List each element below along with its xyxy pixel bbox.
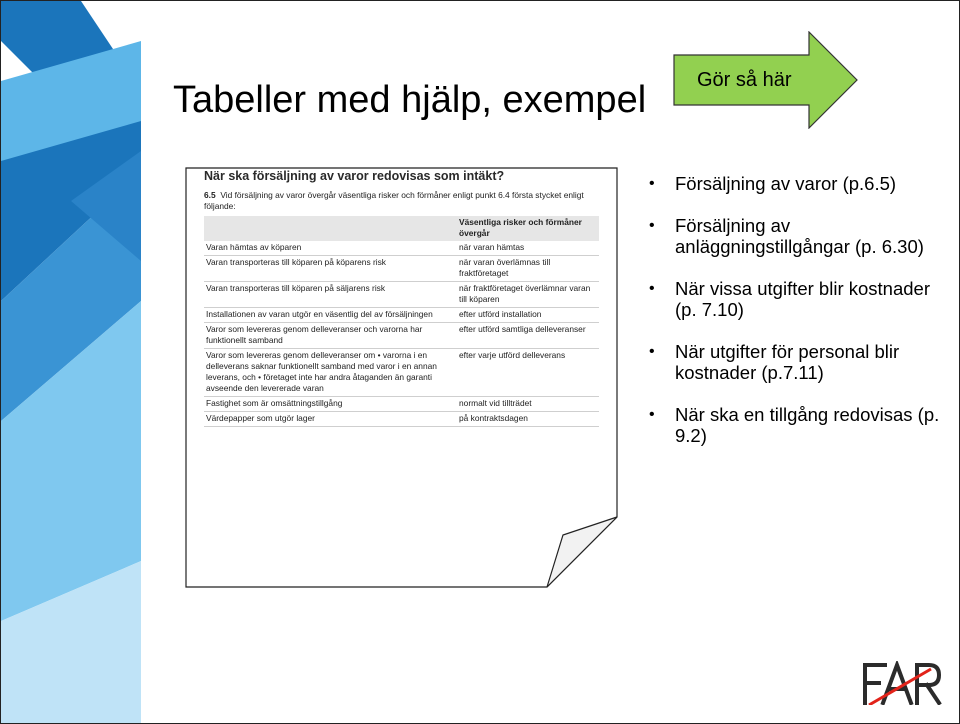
table-header-row: [204, 216, 599, 241]
bullet-item: • När utgifter för personal blir kostnader (p.7.11): [649, 341, 949, 383]
table-cell: efter varje utförd delleverans: [453, 349, 599, 397]
slide-title: Tabeller med hjälp, exempel: [173, 79, 647, 121]
arrow-callout: [673, 31, 859, 129]
table-cell: efter utförd installation: [453, 308, 599, 323]
table-cell: Installationen av varan utgör en väsentlig del av försäljningen: [204, 308, 453, 323]
table-cell: Varan transporteras till köparen på säljarens risk: [204, 282, 453, 308]
intro-text: Vid försäljning av varor övergår väsentliga risker och förmåner enligt punkt 6.4 första stycket enligt följande:: [204, 190, 584, 211]
table-row: [204, 308, 599, 323]
table-row: [204, 323, 599, 349]
table-row: [204, 349, 599, 397]
table-cell: när varan överlämnas till fraktföretaget: [453, 256, 599, 282]
table-cell: när varan hämtas: [453, 241, 599, 256]
table-cell: Varor som levereras genom delleveranser och varorna har funktionellt samband: [204, 323, 453, 349]
document-heading: När ska försäljning av varor redovisas som intäkt?: [204, 169, 505, 183]
bullet-item: • Försäljning av anläggningstillgångar (p. 6.30): [649, 215, 949, 257]
intro-number: 6.5: [204, 190, 216, 200]
table-cell: på kontraktsdagen: [453, 412, 599, 427]
bullet-item: • När ska en tillgång redovisas (p. 9.2): [649, 404, 949, 446]
table-cell: normalt vid tillträdet: [453, 397, 599, 412]
table-cell: Varan hämtas av köparen: [204, 241, 453, 256]
document-intro: [204, 190, 602, 212]
arrow-label: Gör så här: [697, 69, 792, 91]
table-row: [204, 241, 599, 256]
bullet-list: [649, 173, 949, 467]
table-row: [204, 282, 599, 308]
table-cell: Varor som levereras genom delleveranser om • varorna i en delleverans saknar funktionellt samband med varor i en annan leverans, och • företaget inte har andra åtaganden än garanti avseende den levererade varan: [204, 349, 453, 397]
table-cell: efter utförd samtliga delleveranser: [453, 323, 599, 349]
table-cell: när fraktföretaget överlämnar varan till köparen: [453, 282, 599, 308]
table-row: [204, 397, 599, 412]
bullet-item: • När vissa utgifter blir kostnader (p. 7.10): [649, 278, 949, 320]
table-row: [204, 412, 599, 427]
table-row: [204, 256, 599, 282]
table-header-cell: [204, 216, 453, 241]
document-content: [204, 171, 602, 427]
table-cell: Värdepapper som utgör lager: [204, 412, 453, 427]
table-cell: Fastighet som är omsättningstillgång: [204, 397, 453, 412]
decorative-band: [1, 1, 141, 723]
table-header-cell: Väsentliga risker och förmåner övergår: [453, 216, 599, 241]
revenue-table: [204, 216, 599, 427]
far-logo: [861, 661, 943, 705]
bullet-item: • Försäljning av varor (p.6.5): [649, 173, 949, 194]
table-cell: Varan transporteras till köparen på köparens risk: [204, 256, 453, 282]
